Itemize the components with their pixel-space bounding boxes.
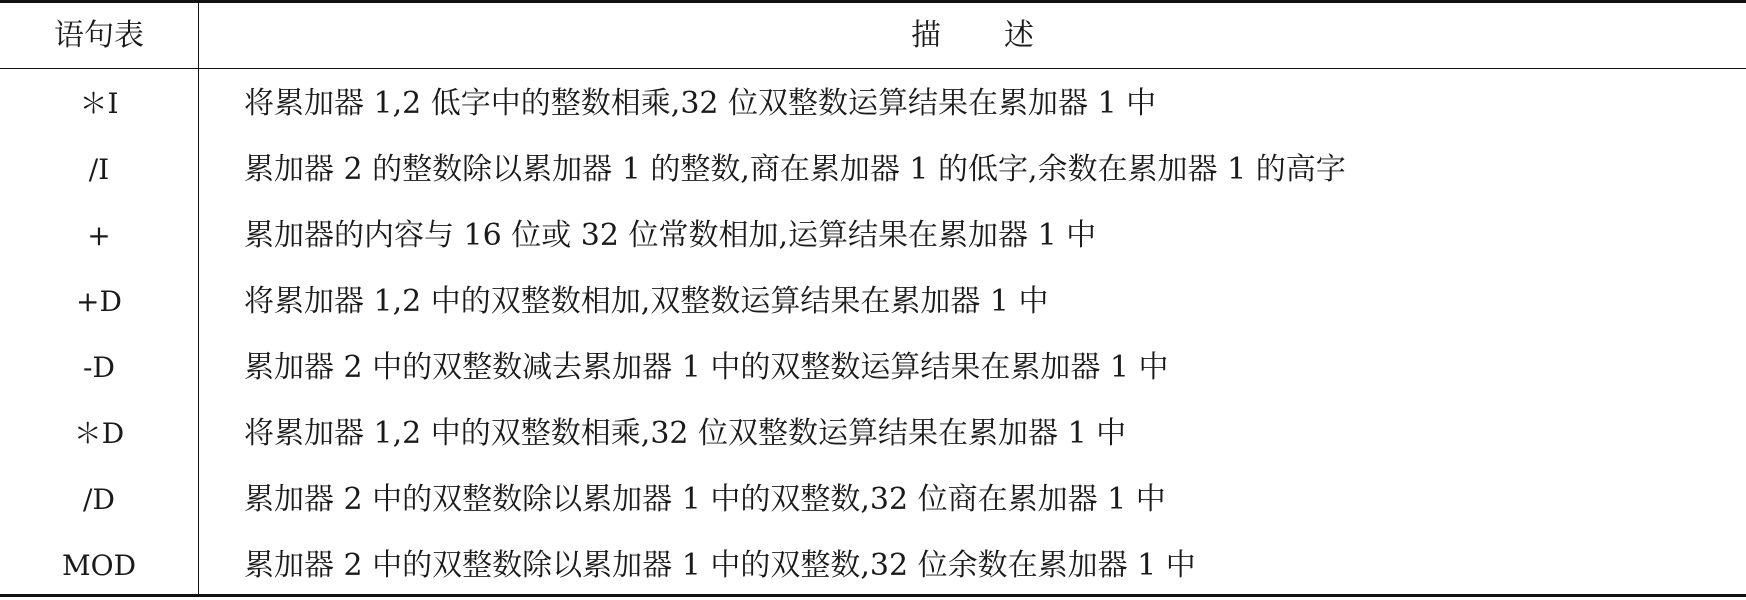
- table-row: [0, 71, 1746, 137]
- table-row: [0, 269, 1746, 335]
- statement-cell: /D: [83, 483, 115, 516]
- table-row: [0, 533, 1746, 599]
- statement-cell: /I: [88, 153, 110, 186]
- description-cell: 累加器 2 中的双整数减去累加器 1 中的双整数运算结果在累加器 1 中: [244, 350, 1169, 385]
- header-description: 描 述: [911, 18, 1035, 53]
- description-cell: 累加器 2 的整数除以累加器 1 的整数,商在累加器 1 的低字,余数在累加器 1 的高字: [244, 152, 1346, 187]
- statement-cell: ＊D: [73, 417, 125, 450]
- description-cell: 将累加器 1,2 中的双整数相乘,32 位双整数运算结果在累加器 1 中: [244, 416, 1127, 451]
- table-body: [0, 71, 1746, 599]
- statement-cell: +D: [76, 285, 122, 318]
- description-cell: 累加器 2 中的双整数除以累加器 1 中的双整数,32 位余数在累加器 1 中: [244, 548, 1196, 583]
- header-statement: 语句表: [54, 18, 144, 53]
- description-cell: 将累加器 1,2 低字中的整数相乘,32 位双整数运算结果在累加器 1 中: [244, 86, 1157, 121]
- statement-cell: +: [87, 219, 111, 252]
- statement-cell: -D: [83, 351, 115, 384]
- table-row: [0, 203, 1746, 269]
- statement-cell: ＊I: [79, 87, 119, 120]
- table-row: [0, 401, 1746, 467]
- table-row: [0, 335, 1746, 401]
- description-cell: 累加器的内容与 16 位或 32 位常数相加,运算结果在累加器 1 中: [244, 218, 1097, 253]
- statement-cell: MOD: [61, 549, 137, 582]
- table-row: [0, 467, 1746, 533]
- description-cell: 将累加器 1,2 中的双整数相加,双整数运算结果在累加器 1 中: [244, 284, 1049, 319]
- table-row: [0, 137, 1746, 203]
- table-header: [0, 3, 1746, 69]
- description-cell: 累加器 2 中的双整数除以累加器 1 中的双整数,32 位商在累加器 1 中: [244, 482, 1166, 517]
